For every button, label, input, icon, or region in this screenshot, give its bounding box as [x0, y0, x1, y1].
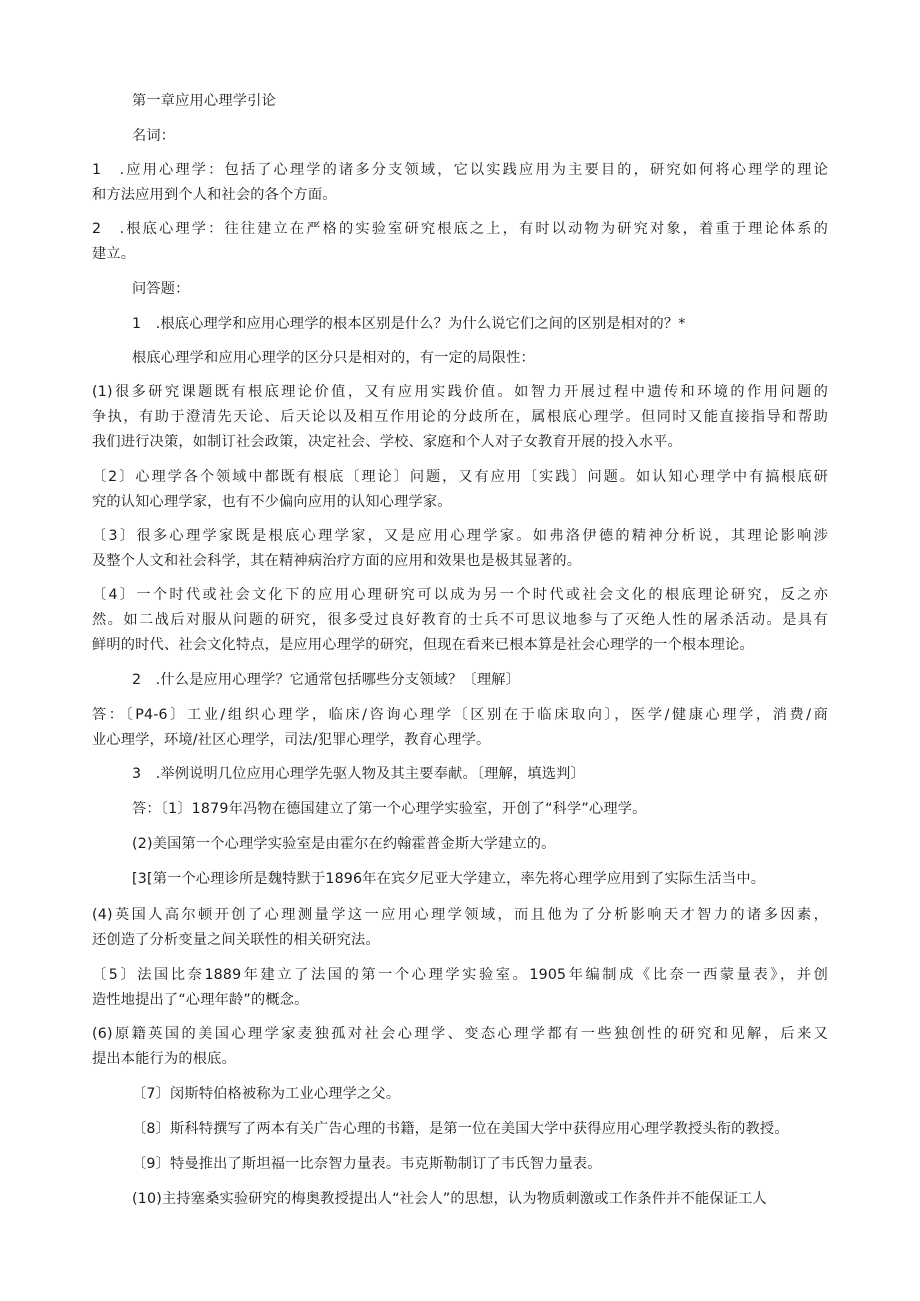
answer-paragraph-line: 〔2〕心理学各个领域中都既有根底〔理论〕问题，又有应用〔实践〕问题。如认知心理学中有搞根底研 — [92, 469, 828, 485]
answer-item: (10)主持塞桑实验研究的梅奥教授提出人“社会人”的思想，认为物质刺激或工作条件并不能保证工人 — [132, 1191, 767, 1207]
chapter-title: 第一章应用心理学引论 — [132, 93, 276, 109]
answer-paragraph-line: 业心理学，环境/社区心理学，司法/犯罪心理学，教育心理学。 — [92, 732, 491, 748]
definition-line: 和方法应用到个人和社会的各个方面。 — [92, 187, 337, 203]
answer-paragraph-line: (4)英国人高尔顿开创了心理测量学这一应用心理学领域，而且他为了分析影响天才智力的诸多因素， — [92, 907, 828, 923]
answer-item: 〔7〕闵斯特伯格被称为工业心理学之父。 — [132, 1086, 401, 1102]
answer-paragraph-line: 争执，有助于澄清先天论、后天论以及相互作用论的分歧所在，属根底心理学。但同时又能直接指导和帮助 — [92, 409, 828, 425]
definition-line: 1 .应用心理学：包括了心理学的诸多分支领域，它以实践应用为主要目的，研究如何将心理学的理论 — [92, 162, 828, 178]
definition-line: 2 .根底心理学：往往建立在严格的实验室研究根底之上，有时以动物为研究对象，着重于理论体系的 — [92, 221, 828, 237]
answer-paragraph-line: 答：〔P4-6〕工业/组织心理学，临床/咨询心理学〔区别在于临床取向〕，医学/健康心理学，消费/商 — [92, 707, 828, 723]
answer-paragraph-line: (1)很多研究课题既有根底理论价值，又有应用实践价值。如智力开展过程中遗传和环境的作用问题的 — [92, 384, 828, 400]
qa-heading: 问答题： — [132, 281, 190, 297]
answer-intro: 根底心理学和应用心理学的区分只是相对的，有一定的局限性： — [132, 350, 535, 366]
answer-paragraph-line: 究的认知心理学家，也有不少偏向应用的认知心理学家。 — [92, 494, 452, 510]
answer-item: 答：〔1〕1879年冯物在德国建立了第一个心理学实验室，开创了“科学”心理学。 — [132, 801, 647, 817]
terms-heading: 名词： — [132, 128, 176, 144]
answer-paragraph-line: 及整个人文和社会科学，其在精神病治疗方面的应用和效果也是极其显著的。 — [92, 553, 582, 569]
answer-paragraph-line: 还创造了分析变量之间关联性的相关研究法。 — [92, 932, 380, 948]
answer-paragraph-line: 我们进行决策，如制订社会政策，决定社会、学校、家庭和个人对子女教育开展的投入水平。 — [92, 434, 682, 450]
answer-item: 〔8〕斯科特撰写了两本有关广告心理的书籍，是第一位在美国大学中获得应用心理学教授头衔的教授。 — [132, 1121, 789, 1137]
answer-paragraph-line: 造性地提出了“心理年龄”的概念。 — [92, 992, 309, 1008]
answer-paragraph-line: 提出本能行为的根底。 — [92, 1051, 236, 1067]
answer-item: [3[第一个心理诊所是魏特默于1896年在宾夕尼亚大学建立，率先将心理学应用到了实际生活当中。 — [132, 871, 766, 887]
answer-item: 〔9〕特曼推出了斯坦福一比奈智力量表。韦克斯勒制订了韦氏智力量表。 — [132, 1156, 602, 1172]
answer-item: (2)美国第一个心理学实验室是由霍尔在约翰霍普金斯大学建立的。 — [132, 836, 556, 852]
answer-paragraph-line: (6)原籍英国的美国心理学家麦独孤对社会心理学、变态心理学都有一些独创性的研究和见解，后来又 — [92, 1026, 828, 1042]
answer-paragraph-line: 〔3〕很多心理学家既是根底心理学家，又是应用心理学家。如弗洛伊德的精神分析说，其理论影响涉 — [92, 528, 828, 544]
question-3: 3 .举例说明几位应用心理学先驱人物及其主要奉献。〔理解，填选判〕 — [132, 766, 585, 782]
answer-paragraph-line: 〔4〕一个时代或社会文化下的应用心理研究可以成为另一个时代或社会文化的根底理论研究，反之亦 — [92, 587, 828, 603]
answer-paragraph-line: 鲜明的时代、社会文化特点，是应用心理学的研究，但现在看来已根本算是社会心理学的一个根本理论。 — [92, 637, 754, 653]
answer-paragraph-line: 〔5〕法国比奈1889年建立了法国的第一个心理学实验室。1905年编制成《比奈一西蒙量表》，并创 — [92, 967, 828, 983]
answer-paragraph-line: 然。如二战后对服从问题的研究，很多受过良好教育的士兵不可思议地参与了灭绝人性的屠杀活动。是具有 — [92, 612, 828, 628]
question-2: 2 .什么是应用心理学？它通常包括哪些分支领域？〔理解〕 — [132, 672, 521, 688]
question-1: 1 .根底心理学和应用心理学的根本区别是什么？为什么说它们之间的区别是相对的？* — [132, 316, 686, 332]
definition-line: 建立。 — [92, 246, 136, 262]
